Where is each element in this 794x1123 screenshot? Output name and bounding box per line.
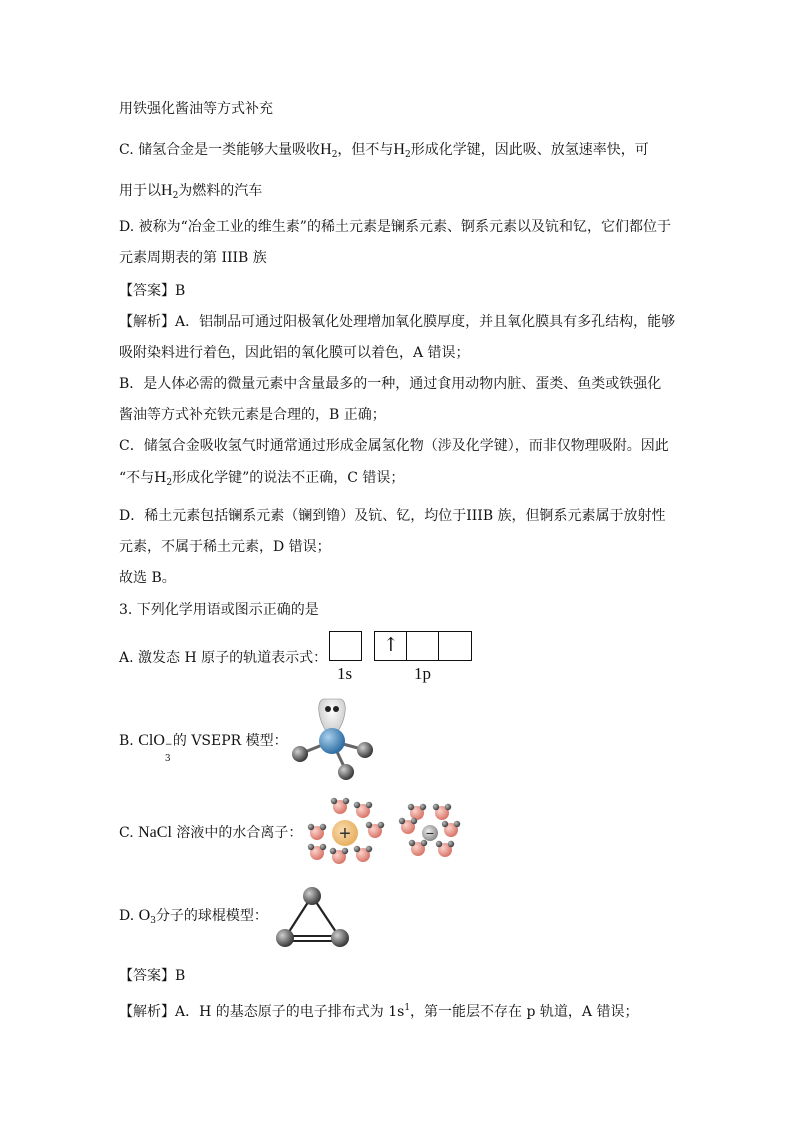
text-fragment: 为燃料的汽车 <box>178 183 263 199</box>
text-fragment: D. <box>119 908 139 924</box>
text-line: 故选 B。 <box>119 570 176 586</box>
orbital-label-1p: 1p <box>414 664 431 683</box>
formula-clo3: ClO <box>138 732 165 749</box>
question-3-stem: 3. 下列化学用语或图示正确的是 <box>119 602 319 618</box>
option-a-text: A. 激发态 H 原子的轨道表示式： <box>119 650 328 666</box>
water-molecule <box>354 802 372 818</box>
option-d-question-text <box>119 906 268 931</box>
text-fragment: ，第一能层不存在 p 轨道，A 错误； <box>410 1004 639 1020</box>
orbital-box-1p <box>374 631 472 661</box>
orbital-cell <box>439 632 471 660</box>
formula-h: H <box>161 182 173 199</box>
ligand-atom <box>292 746 308 762</box>
subscript: 3 <box>164 754 171 764</box>
electron-dot <box>325 706 331 712</box>
option-b-text <box>119 731 288 764</box>
formula-h: H <box>393 141 405 158</box>
water-molecule <box>433 804 451 820</box>
text-fragment: 用于以 <box>119 183 161 199</box>
plus-sign: + <box>339 823 351 845</box>
orbital-box-1s <box>329 631 362 661</box>
text-fragment: 溶液中的水合离子： <box>171 825 303 841</box>
formula-o3: O <box>138 907 151 924</box>
text-line: 元素周期表的第 IIIB 族 <box>119 250 267 266</box>
analysis-text <box>119 998 638 1022</box>
subscript: 2 <box>404 150 411 160</box>
text-line: C．储氢合金吸收氢气时通常通过形成金属氢化物（涉及化学键），而非仅物理吸附。因此 <box>119 438 669 454</box>
minus-sign: − <box>425 825 435 841</box>
text-fragment: 的 VSEPR 模型： <box>172 733 288 749</box>
water-molecule <box>366 822 384 838</box>
subscript: 2 <box>331 150 338 160</box>
text-fragment: C. <box>119 825 139 841</box>
answer-label: 【答案】B <box>119 283 186 299</box>
electron-dot <box>333 706 339 712</box>
vsepr-model-image <box>286 695 396 785</box>
central-atom <box>319 728 345 754</box>
text-line: 吸附染料进行着色，因此铝的氧化膜可以着色，A 错误； <box>119 345 470 361</box>
superscript: − <box>164 740 173 750</box>
hydrated-ions-image <box>305 795 475 875</box>
ligand-atom <box>357 742 373 758</box>
text-fragment: 【解析】A．H 的基态原子的电子排布式为 1s <box>119 1004 405 1020</box>
formula-h: H <box>320 141 332 158</box>
water-molecule <box>408 804 426 820</box>
option-c-question-text <box>119 823 302 843</box>
text-line <box>119 181 262 206</box>
orbital-label-1s: 1s <box>337 664 353 683</box>
orbital-cell <box>375 632 407 660</box>
water-molecule <box>399 818 417 834</box>
oxygen-atom <box>331 929 349 947</box>
o3-ball-stick-image <box>274 882 354 952</box>
water-molecule <box>330 848 348 864</box>
answer-label: 【答案】B <box>119 968 186 984</box>
water-molecule <box>442 821 460 837</box>
water-molecule <box>331 798 349 814</box>
text-line: B．是人体必需的微量元素中含量最多的一种，通过食用动物内脏、蛋类、鱼类或铁强化 <box>119 376 662 392</box>
superscript: 1 <box>404 1003 411 1013</box>
water-molecule <box>436 841 454 857</box>
up-arrow-icon: ↑ <box>383 634 399 656</box>
orbital-cell <box>407 632 439 660</box>
text-line: 用铁强化酱油等方式补充 <box>119 101 273 117</box>
water-molecule <box>354 846 372 862</box>
text-line: D．稀土元素包括镧系元素（镧到镥）及钪、钇，均位于IIIB 族，但锕系元素属于放射性 <box>119 508 666 524</box>
text-fragment: B. <box>119 733 139 749</box>
text-fragment: 形成化学键”的说法不正确，C 错误； <box>172 470 405 486</box>
subscript: 2 <box>166 478 173 488</box>
text-line: 元素，不属于稀土元素，D 错误； <box>119 539 331 555</box>
text-line <box>119 468 404 493</box>
text-fragment: 形成化学键，因此吸、放氢速率快，可 <box>410 142 649 158</box>
water-molecule <box>308 824 326 840</box>
text-fragment: C. 储氢合金是一类能够大量吸收 <box>119 142 321 158</box>
oxygen-atom <box>303 887 321 905</box>
oxygen-atom <box>276 929 294 947</box>
subscript: 2 <box>172 191 179 201</box>
text-fragment: 分子的球棍模型： <box>155 908 268 924</box>
analysis-text: 【解析】A．铝制品可通过阳极氧化处理增加氧化膜厚度，并且氧化膜具有多孔结构，能够 <box>119 314 676 330</box>
option-c-text <box>119 140 649 165</box>
option-d-text: D. 被称为“冶金工业的维生素”的稀土元素是镧系元素、锕系元素以及钪和钇，它们都位于 <box>119 219 671 235</box>
subscript: 3 <box>150 916 156 926</box>
text-fragment: “不与H <box>119 470 167 486</box>
text-line: 酱油等方式补充铁元素是合理的，B 正确； <box>119 407 386 423</box>
water-molecule <box>308 844 326 860</box>
water-molecule <box>409 840 427 856</box>
formula-nacl: NaCl <box>138 824 172 841</box>
ligand-atom <box>338 764 354 780</box>
text-fragment: ，但不与 <box>337 142 394 158</box>
